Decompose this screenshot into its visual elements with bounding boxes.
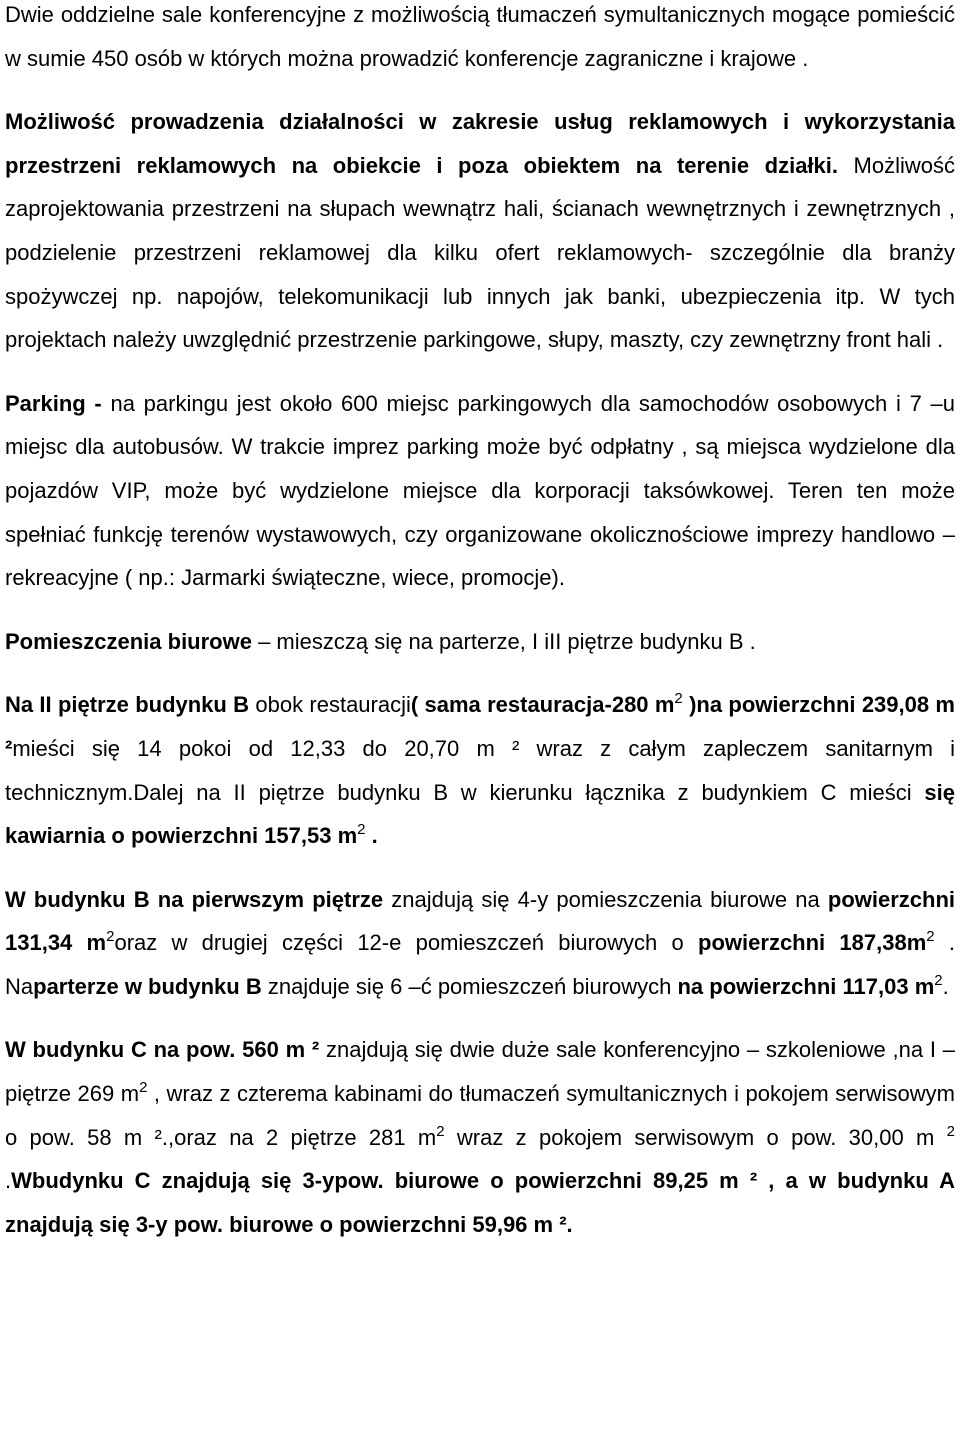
text-run-bold: W budynku B na pierwszym piętrze	[5, 886, 384, 912]
superscript: 2	[674, 690, 683, 708]
text-run: .	[5, 1168, 12, 1194]
document-page	[5, 0, 955, 1246]
text-run-bold: parterze w budynku B	[33, 973, 262, 999]
text-run-bold: się kawiarnia o powierzchni 157,53 m	[5, 779, 955, 849]
text-run: Dwie oddzielne sale konferencyjne z możliwością tłumaczeń symultanicznych mogące pomieścić w sumie 450 osób w których można prowadzić konferencje zagraniczne i krajowe .	[5, 2, 955, 71]
paragraph-building-c	[5, 1028, 955, 1246]
text-run-bold: Wbudynku C znajdują się 3-ypow. biurowe o powierzchni 89,25 m ² , a w budynku A znajdują się 3-y pow. biurowe o powierzchni 59,96 m ².	[5, 1168, 955, 1237]
text-run-bold: .	[365, 823, 378, 849]
text-run: wraz z pokojem serwisowym o pow. 30,00 m	[444, 1124, 947, 1150]
text-run-bold: na powierzchni 117,03 m	[677, 973, 935, 999]
text-run: znajduje się 6 –ć pomieszczeń biurowych	[261, 973, 678, 999]
text-run: , wraz z czterema kabinami do tłumaczeń symultanicznych i pokojem serwisowym o pow. 58 m ².,oraz na 2 piętrze 281 m	[5, 1081, 955, 1150]
text-run-bold: ( sama restauracja-280 m	[410, 692, 675, 718]
superscript: 2	[357, 821, 366, 839]
parking-heading: Parking -	[5, 390, 102, 416]
text-run: znajdują się dwie duże sale konferencyjno – szkoleniowe ,na I – piętrze 269 m	[5, 1037, 955, 1107]
text-run: . Na	[5, 930, 955, 999]
text-run: obok restauracji	[249, 692, 411, 718]
advertising-heading: Możliwość prowadzenia działalności w zakresie usług reklamowych i wykorzystania przestrzeni reklamowych na obiekcie i poza obiektem na terenie działki.	[5, 109, 955, 178]
text-run-bold: )na powierzchni 239,08 m ²	[5, 692, 955, 761]
text-run: oraz w drugiej części 12-e pomieszczeń biurowych o	[114, 930, 699, 956]
text-run-bold: W budynku C na pow. 560 m ²	[5, 1037, 320, 1063]
text-run: Dalej na II piętrze budynku B w kierunku łącznika z budynkiem C mieści	[133, 779, 925, 805]
superscript: 2	[926, 928, 935, 946]
paragraph-parking	[5, 382, 955, 600]
superscript: 2	[934, 971, 943, 989]
paragraph-advertising	[5, 100, 955, 362]
superscript: 2	[436, 1122, 445, 1140]
text-run: znajdują się 4-y pomieszczenia biurowe na	[383, 886, 828, 912]
text-run-bold: Na II piętrze budynku B	[5, 692, 250, 718]
paragraph-offices	[5, 620, 955, 664]
text-run: .	[942, 973, 949, 999]
text-run: Możliwość zaprojektowania przestrzeni na słupach wewnątrz hali, ścianach wewnętrznych i zewnętrznych , podzielenie przestrzeni reklamowej dla kilku ofert reklamowych- szczególnie dla branży spożywczej np. napojów, telekomunikacji lub innych jak banki, ubezpieczenia itp. W tych projektach należy uwzględnić przestrzenie parkingowe, słupy, maszty, czy zewnętrzny front hali .	[5, 152, 955, 353]
text-run-bold: powierzchni 187,38m	[698, 930, 927, 956]
paragraph-conference-halls	[5, 0, 955, 80]
paragraph-building-b-first-floor	[5, 878, 955, 1009]
offices-heading: Pomieszczenia biurowe	[5, 628, 252, 654]
text-run: mieści się 14 pokoi od 12,33 do 20,70 m ² wraz z całym zapleczem sanitarnym i technicznym.	[5, 735, 955, 805]
superscript: 2	[106, 928, 115, 946]
text-run-bold: powierzchni 131,34 m	[5, 886, 956, 956]
superscript: 2	[946, 1122, 956, 1140]
text-run: na parkingu jest około 600 miejsc parkingowych dla samochodów osobowych i 7 –u miejsc dla autobusów. W trakcie imprez parking może być odpłatny , są miejsca wydzielone dla pojazdów VIP, może być wydzielone miejsce dla korporacji taksówkowej. Teren ten może spełniać funkcję terenów wystawowych, czy organizowane okolicznościowe imprezy handlowo – rekreacyjne ( np.: Jarmarki świąteczne, wiece, promocje).	[5, 390, 955, 591]
superscript: 2	[139, 1079, 148, 1097]
paragraph-building-b-second-floor	[5, 683, 955, 857]
text-run: – mieszczą się na parterze, I iII piętrze budynku B .	[251, 628, 756, 654]
